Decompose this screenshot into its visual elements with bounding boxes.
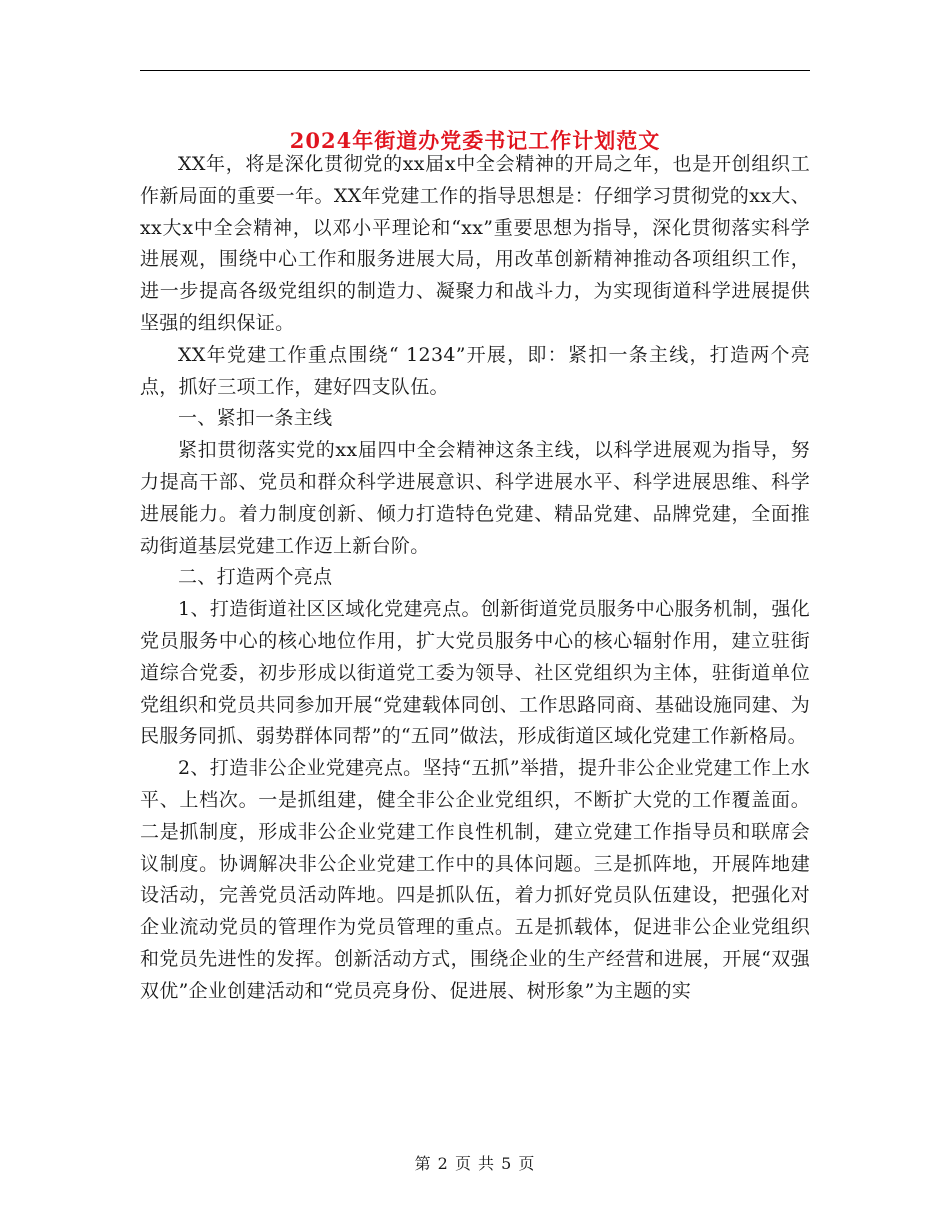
paragraph-highlight-2: 2、打造非公企业党建亮点。坚持“五抓”举措，提升非公企业党建工作上水平、上档次。一是抓组建，健全非公企业党组织，不断扩大党的工作覆盖面。二是抓制度，形成非公企业党建工作良性机制，建立党建工作指导员和联席会议制度。协调解决非公企业党建工作中的具体问题。三是抓阵地，开展阵地建设活动，完善党员活动阵地。四是抓队伍，着力抓好党员队伍建设，把强化对企业流动党员的管理作为党员管理的重点。五是抓载体，促进非公企业党组织和党员先进性的发挥。创新活动方式，围绕企业的生产经营和进展，开展“双强双优”企业创建活动和“党员亮身份、促进展、树形象”为主题的实 [140,757,810,1002]
section-heading-1: 一、紧扣一条主线 [178,407,333,430]
header-rule [140,70,810,71]
paragraph-focus: XX年党建工作重点围绕“ 1234”开展，即：紧扣一条主线，打造两个亮点，抓好三项工作，建好四支队伍。 [140,343,810,398]
document-title: 2024年街道办党委书记工作计划范文 [289,128,661,154]
document-body [140,149,810,1008]
section-heading-2: 二、打造两个亮点 [178,566,333,589]
paragraph-highlight-1: 1、打造街道社区区域化党建亮点。创新街道党员服务中心服务机制，强化党员服务中心的核心地位作用，扩大党员服务中心的核心辐射作用，建立驻街道综合党委，初步形成以街道党工委为领导、社区党组织为主体，驻街道单位党组织和党员共同参加开展“党建载体同创、工作思路同商、基础设施同建、为民服务同抓、弱势群体同帮”的“五同”做法，形成街道区域化党建工作新格局。 [140,598,810,748]
paragraph-main-line: 紧扣贯彻落实党的xx届四中全会精神这条主线，以科学进展观为指导，努力提高干部、党员和群众科学进展意识、科学进展水平、科学进展思维、科学进展能力。着力制度创新、倾力打造特色党建、精品党建、品牌党建，全面推动街道基层党建工作迈上新台阶。 [140,439,810,557]
page-footer: 第 2 页 共 5 页 [414,1154,536,1173]
paragraph-intro: XX年，将是深化贯彻党的xx届x中全会精神的开局之年，也是开创组织工作新局面的重要一年。XX年党建工作的指导思想是：仔细学习贯彻党的xx大、xx大x中全会精神，以邓小平理论和“xx”重要思想为指导，深化贯彻落实科学进展观，围绕中心工作和服务进展大局，用改革创新精神推动各项组织工作，进一步提高各级党组织的制造力、凝聚力和战斗力，为实现街道科学进展提供坚强的组织保证。 [140,153,810,334]
